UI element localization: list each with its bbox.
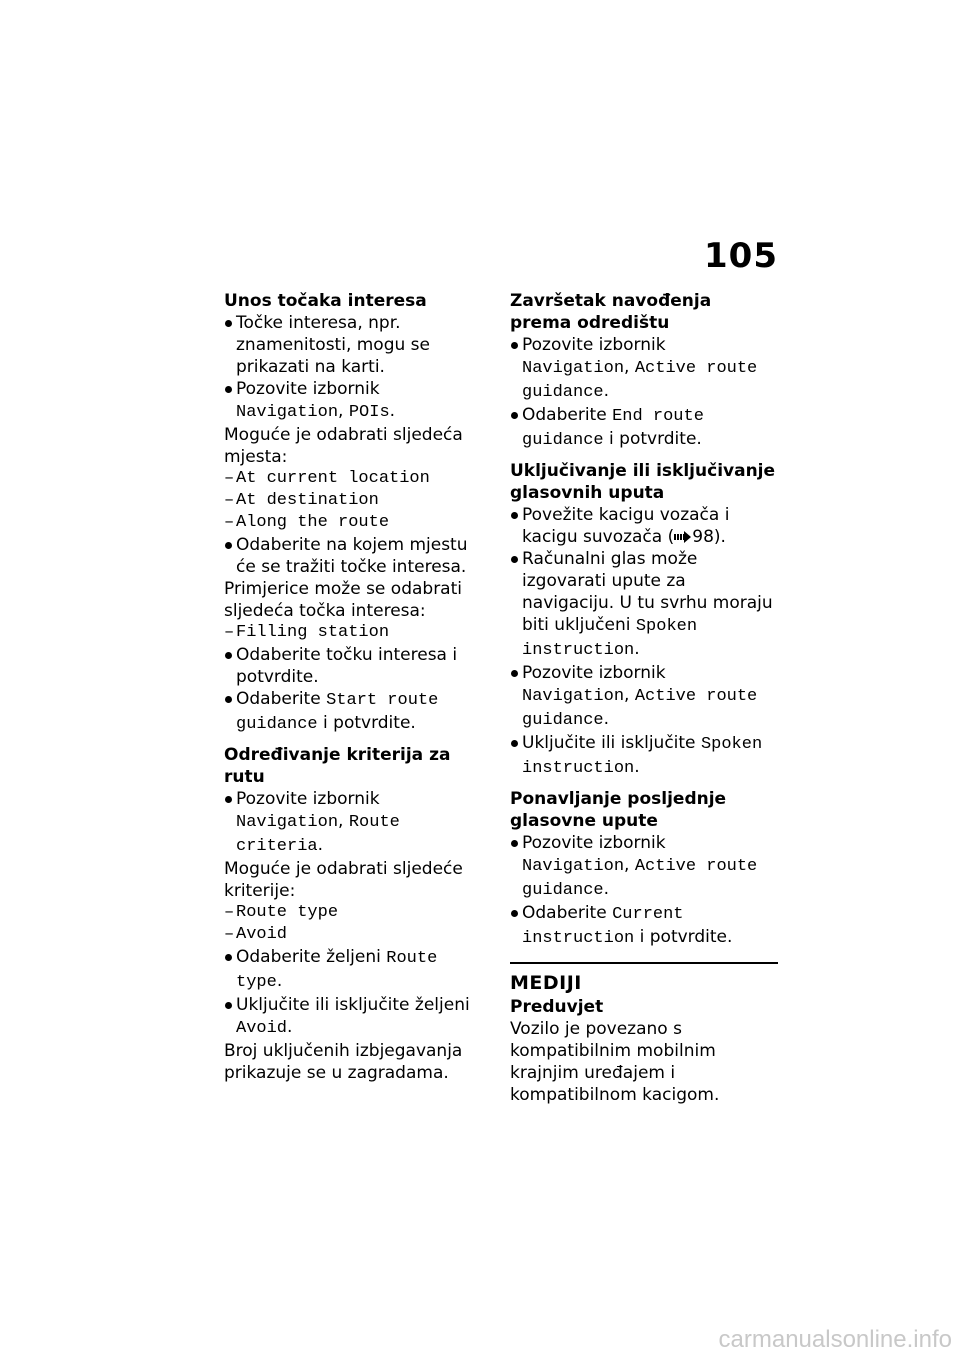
bullet-item: Odaberite na kojem mjestu će se tražiti točke interesa. (224, 534, 490, 578)
separator-text: . (603, 879, 610, 899)
separator-text: . (603, 709, 610, 729)
bullet-item (224, 788, 490, 858)
bullet-text: Odaberite (522, 405, 613, 425)
menu-path-code: Route criteria (236, 813, 400, 856)
bullet-item (510, 832, 778, 902)
bullet-text: Pozovite izbornik (236, 789, 380, 809)
heading-repeat-instruction: Ponavljanje posljednje glasovne upute (510, 789, 727, 831)
separator-text: . (389, 401, 396, 421)
separator-text: . (634, 639, 640, 659)
bullet-text: i potvrdite. (317, 713, 416, 733)
paragraph: Broj uključenih izbjegavanja prikazuje se u zagradama. (224, 1041, 463, 1083)
menu-path-code: Route type (236, 949, 438, 992)
dash-option: – At current location (224, 468, 490, 490)
separator-text: , (624, 855, 635, 875)
heading-route-criteria: Određivanje kriterija za rutu (224, 745, 451, 787)
bullet-text: Odaberite željeni (236, 947, 387, 967)
section-divider (510, 962, 778, 964)
bullet-item (510, 662, 778, 732)
dash-option: – Route type (224, 902, 490, 924)
separator-text: . (603, 381, 610, 401)
bullet-text: Pozovite izbornik (522, 335, 666, 355)
menu-path-code: Spoken instruction (522, 735, 763, 778)
menu-path-code: POIs (348, 403, 390, 422)
bullet-text: Pozovite izbornik (522, 663, 666, 683)
dash-option: – Along the route (224, 512, 490, 534)
menu-path-code: Active route guidance (522, 359, 758, 402)
left-column (224, 290, 490, 1084)
bullet-item (510, 404, 778, 452)
menu-path-code: Navigation (522, 857, 625, 876)
heading-voice-instructions: Uključivanje ili isključivanje glasovnih uputa (510, 461, 776, 503)
bullet-text: Računalni glas može izgovarati upute za navigaciju. U tu svrhu moraju biti uključeni (522, 549, 773, 635)
bullet-text: Odaberite (236, 689, 327, 709)
bullet-item (510, 732, 778, 780)
paragraph: Vozilo je povezano s kompatibilnim mobilnim krajnjim uređajem i kompatibilnom kacigom. (510, 1019, 720, 1105)
menu-path-code: Current instruction (522, 905, 684, 948)
menu-path-code: Navigation (236, 813, 339, 832)
right-column (510, 290, 778, 1106)
dash-option: – At destination (224, 490, 490, 512)
page-number: 105 (704, 236, 778, 276)
bullet-text: Pozovite izbornik (236, 379, 380, 399)
bullet-item (510, 504, 778, 548)
menu-path-code: End route guidance (522, 407, 704, 450)
separator-text: . (317, 835, 324, 855)
separator-text: , (338, 811, 349, 831)
menu-path-code: Navigation (522, 687, 625, 706)
menu-path-code: Spoken instruction (522, 617, 698, 660)
bullet-text: Uključite ili isključite (522, 733, 701, 753)
paragraph: Moguće je odabrati sljedeće kriterije: (224, 859, 463, 901)
bullet-item (510, 334, 778, 404)
bullet-text: Odaberite (522, 903, 613, 923)
separator-text: , (624, 685, 635, 705)
bullet-item (224, 946, 490, 994)
menu-path-code: Active route guidance (522, 687, 758, 730)
bullet-item: Točke interesa, npr. znamenitosti, mogu se prikazati na karti. (224, 312, 490, 378)
menu-path-code: Avoid (236, 1019, 288, 1038)
bullet-text: Povežite kacigu vozača i kacigu suvozača ( (522, 505, 730, 547)
dash-option: – Filling station (224, 622, 490, 644)
separator-text: . (634, 757, 640, 777)
bullet-text: i potvrdite. (603, 429, 702, 449)
paragraph: Moguće je odabrati sljedeća mjesta: (224, 425, 463, 467)
heading-end-guidance: Završetak navođenja prema odredištu (510, 291, 712, 333)
bullet-text: Uključite ili isključite željeni (236, 995, 470, 1015)
bullet-text: ). (713, 527, 726, 547)
separator-text: . (287, 1017, 293, 1037)
bullet-text: i potvrdite. (634, 927, 733, 947)
bullet-text: Pozovite izbornik (522, 833, 666, 853)
heading-prerequisite: Preduvjet (510, 997, 604, 1017)
separator-text: , (624, 357, 635, 377)
bullet-item (224, 378, 490, 424)
menu-path-code: Active route guidance (522, 857, 758, 900)
separator-text: . (276, 971, 283, 991)
bullet-item (224, 688, 490, 736)
menu-path-code: Navigation (522, 359, 625, 378)
page-reference[interactable]: 98 (692, 527, 714, 547)
page-reference-arrow-icon (674, 531, 692, 543)
bullet-item: Odaberite točku interesa i potvrdite. (224, 644, 490, 688)
heading-poi-entry: Unos točaka interesa (224, 291, 427, 311)
menu-path-code: Start route guidance (236, 691, 439, 734)
menu-path-code: Navigation (236, 403, 339, 422)
bullet-item (224, 994, 490, 1040)
section-title-media: MEDIJI (510, 972, 582, 994)
dash-option: – Avoid (224, 924, 490, 946)
watermark-text: carmanualsonline.info (718, 1326, 952, 1353)
paragraph: Primjerice može se odabrati sljedeća točka interesa: (224, 579, 462, 621)
bullet-item (510, 548, 778, 662)
bullet-item (510, 902, 778, 950)
separator-text: , (338, 401, 349, 421)
